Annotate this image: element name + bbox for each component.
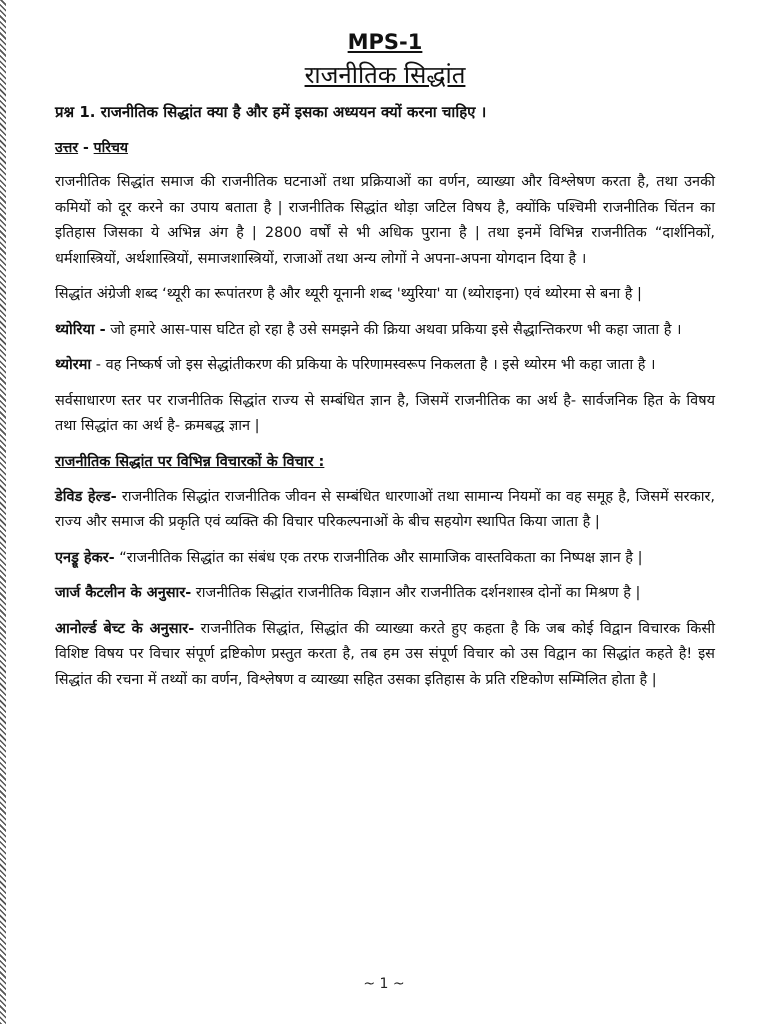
thinker-name: आनोर्ल्ड बेच्ट के अनुसार- <box>55 620 195 637</box>
thinker-paragraph <box>55 581 715 607</box>
answer-label: उत्तर <box>55 140 79 156</box>
theorema-term: थ्योरमा <box>55 357 92 373</box>
theorema-paragraph <box>55 353 715 379</box>
thinker-view: राजनीतिक सिद्धांत, सिद्धांत की व्याख्या करते हुए कहता है कि जब कोई विद्वान विचारक किसी विशिष्ट विषय पर विचार संपूर्ण द्रष्टिकोण प्रस्तुत करता है, तब हम उस संपूर्ण विचार को उस विद्वान का सिद्धांत कहते है! इस सिद्धांत की रचना में तथ्यों का वर्णन, विश्लेषण व व्याख्या सहित उसका इतिहास के प्रति रष्टिकोण सम्मिलित होता है | <box>55 620 715 688</box>
thinker-view: राजनीतिक सिद्धांत राजनीतिक विज्ञान और राजनीतिक दर्शनशास्त्र दोनों का मिश्रण है | <box>191 585 641 601</box>
thinker-view: “राजनीतिक सिद्धांत का संबंध एक तरफ राजनीतिक और सामाजिक वास्तविकता का निष्पक्ष ज्ञान है | <box>114 549 643 566</box>
theoria-paragraph <box>55 318 715 344</box>
thinker-paragraph <box>55 485 715 536</box>
theorema-definition: - वह निष्कर्ष जो इस सेद्धांतीकरण की प्रकिया के परिणामस्वरूप निकलता है । इसे थ्योरम भी कहा जाता है । <box>91 357 656 373</box>
course-code: MPS-1 <box>347 30 423 54</box>
thinker-name: डेविड हेल्ड- <box>55 488 117 505</box>
question-heading: प्रश्न 1. राजनीतिक सिद्धांत क्या है और हमें इसका अध्ययन क्यों करना चाहिए । <box>55 103 487 121</box>
general-paragraph: सर्वसाधारण स्तर पर राजनीतिक सिद्धांत राज्य से सम्बंधित ज्ञान है, जिसमें राजनीतिक का अर्थ है- सार्वजनिक हित के विषय तथा सिद्धांत का अर्थ है- क्रमबद्ध ज्ञान | <box>55 392 715 434</box>
intro-paragraph: राजनीतिक सिद्धांत समाज की राजनीतिक घटनाओं तथा प्रक्रियाओं का वर्णन, व्याख्या और विश्लेषण करता है, तथा उनकी कमियों को दूर करने का उपाय बताता है | राजनीतिक सिद्धांत थोड़ा जटिल विषय है, क्योंकि पश्चिमी राजनीतिक चिंतन का इतिहास जिसका ये अभिन्न अंग है | 2800 वर्षों से भी अधिक पुराना है | तथा इनमें विभिन्न राजनीतिक “दार्शनिकों, धर्मशास्त्रियों, अर्थशास्त्रियों, समाजशास्त्रियों, राजाओं तथा अन्य लोगों ने अपना-अपना योगदान दिया है । <box>55 174 715 267</box>
thinker-paragraph <box>55 546 715 572</box>
etymology-paragraph: सिद्धांत अंग्रेजी शब्द ‘थ्यूरी का रूपांतरण है और थ्यूरी यूनानी शब्द 'थ्युरिया' या (थ्योराइना) एवं थ्योरमा से बना है | <box>55 286 642 302</box>
answer-heading <box>55 136 715 160</box>
page-number: ~ 1 ~ <box>363 976 405 992</box>
thinkers-heading: राजनीतिक सिद्धांत पर विभिन्न विचारकों के विचार : <box>55 453 325 470</box>
answer-topic: परिचय <box>93 140 128 156</box>
thinker-view: राजनीतिक सिद्धांत राजनीतिक जीवन से सम्बंधित धारणाओं तथा सामान्य नियमों का वह समूह है, जिसमें सरकार, राज्य और समाज की प्रकृति एवं व्यक्ति की विचार परिकल्पनाओं के बीच सहयोग स्थापित किया जाता है | <box>55 488 716 530</box>
thinker-paragraph <box>55 617 715 694</box>
document-page <box>55 28 715 703</box>
document-title: राजनीतिक सिद्धांत <box>304 61 466 89</box>
thinker-name: एनड्रू हेकर- <box>55 549 115 566</box>
thinker-name: जार्ज कैटलीन के अनुसार- <box>55 585 192 601</box>
theoria-term: थ्योरिया - <box>55 321 106 338</box>
answer-separator: - <box>78 140 94 156</box>
page-border-decoration <box>0 0 6 1024</box>
theoria-definition: जो हमारे आस-पास घटित हो रहा है उसे समझने की क्रिया अथवा प्रकिया इसे सैद्धान्तिकरण भी कहा जाता है । <box>105 321 682 338</box>
